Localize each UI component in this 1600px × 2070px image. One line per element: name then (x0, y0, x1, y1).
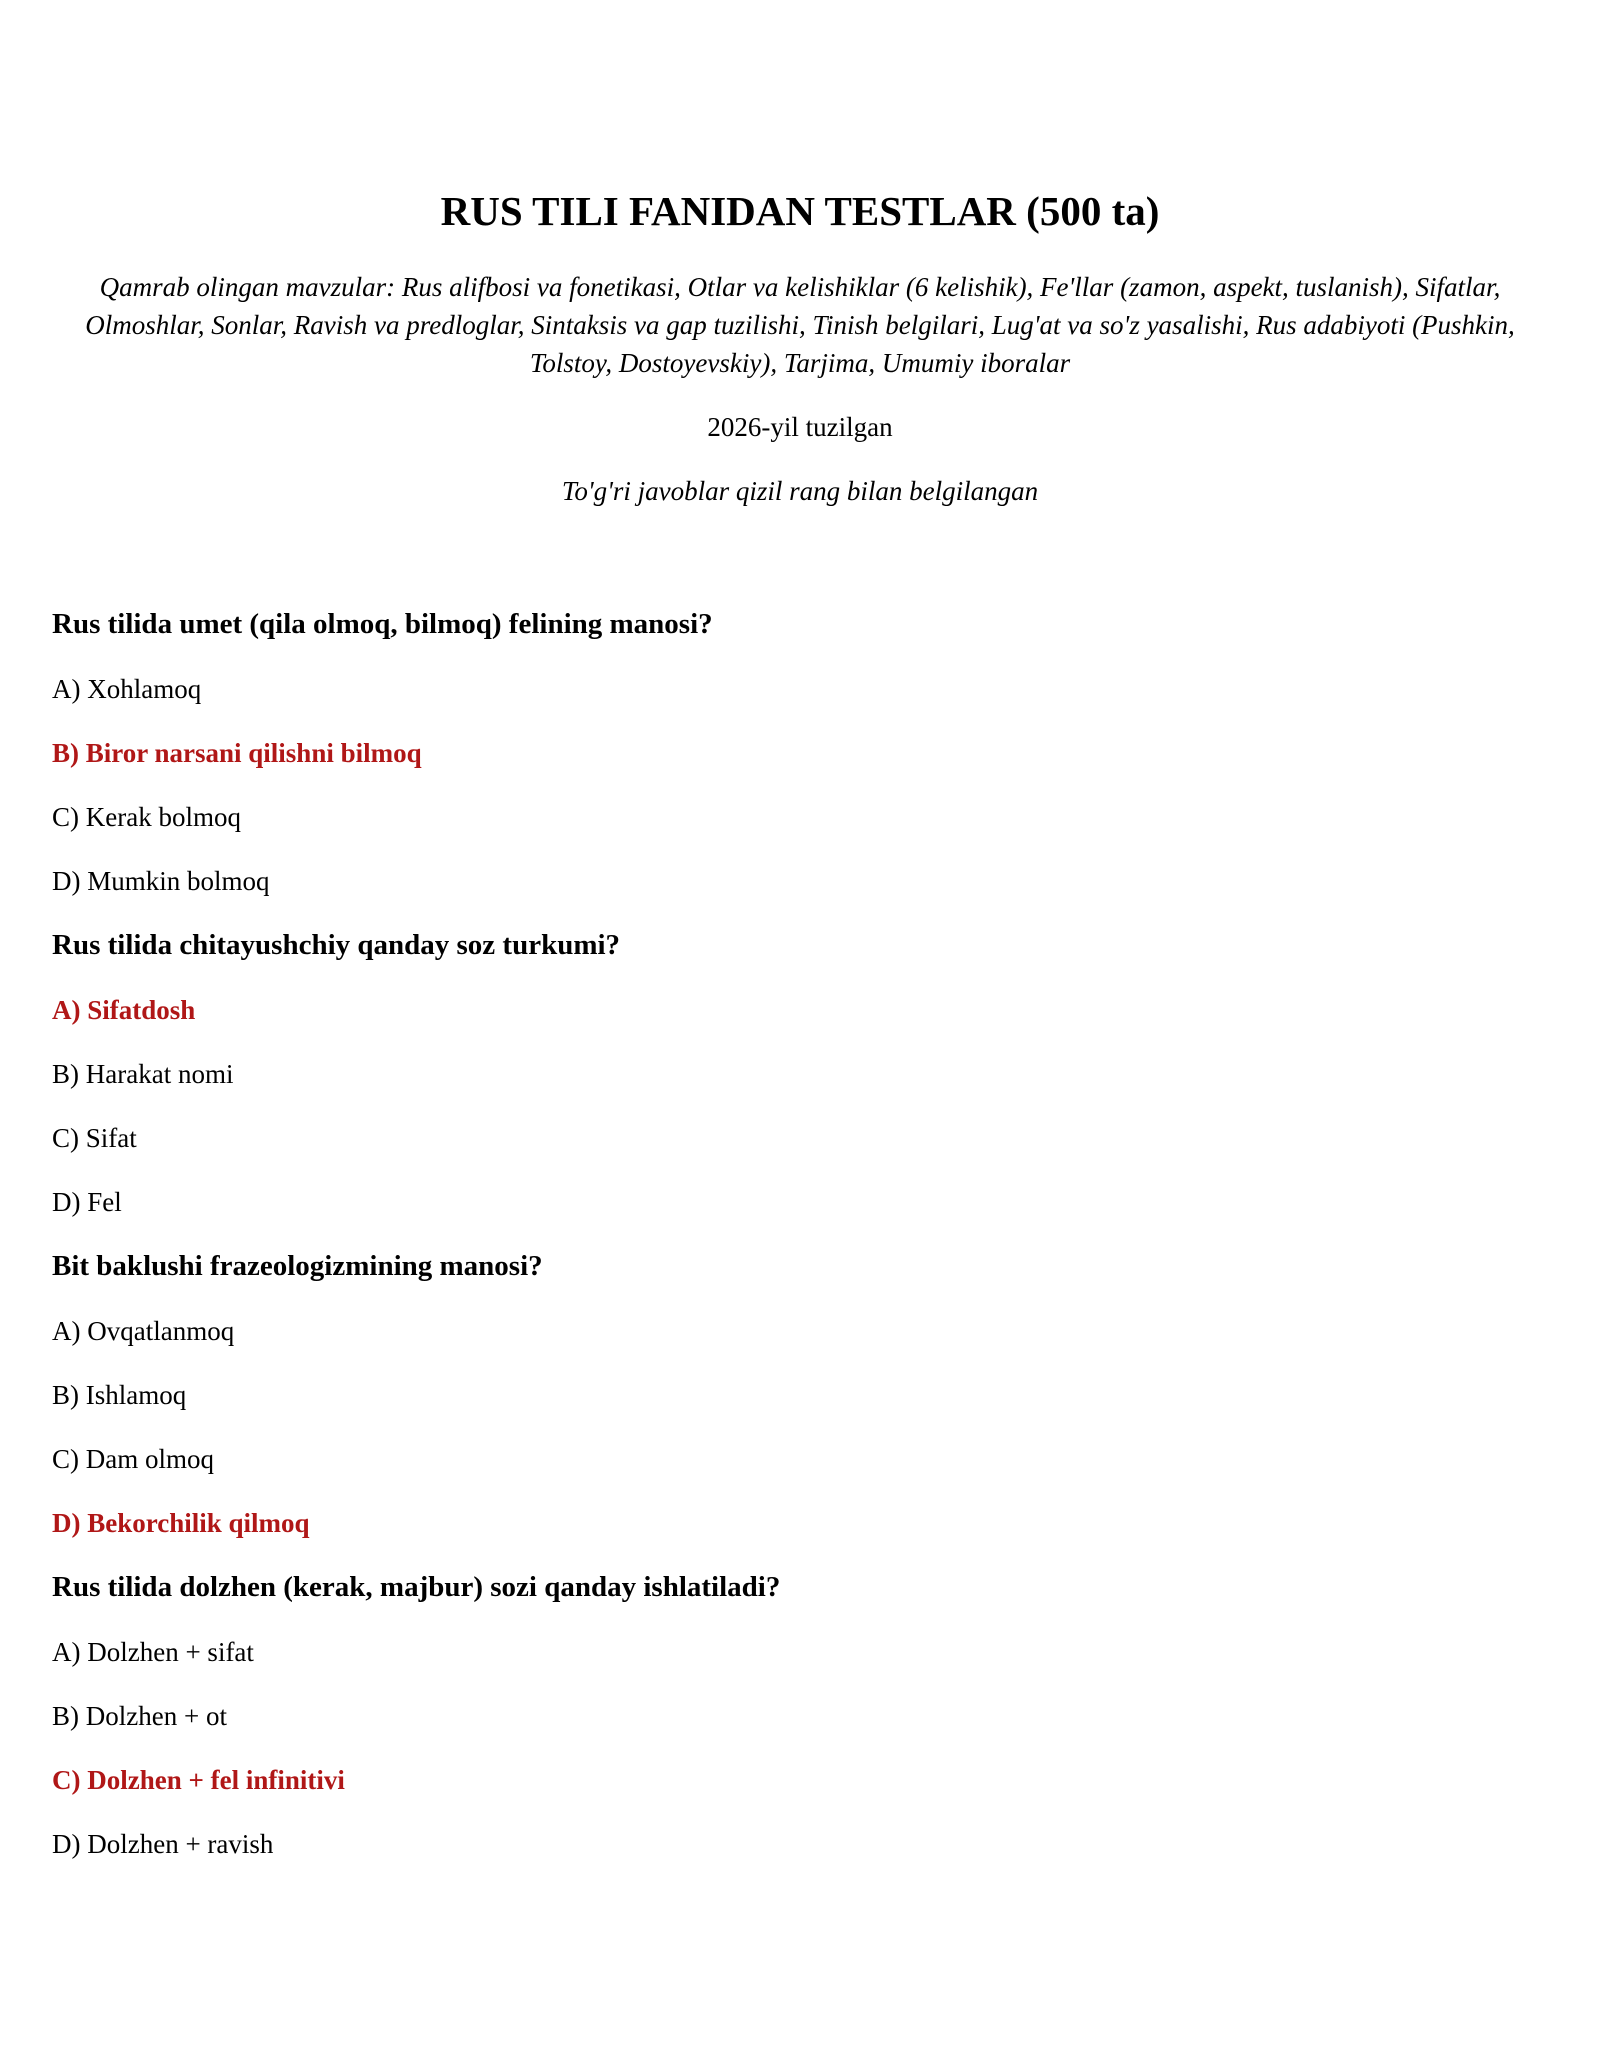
topics-description: Qamrab olingan mavzular: Rus alifbosi va fonetikasi, Otlar va kelishiklar (6 kelishik), Fe'llar (zamon, aspekt, tuslanish), Sifatlar, Olmoshlar, Sonlar, Ravish va predloglar, Sintaksis va gap tuzilishi, Tinish belgilari, Lug'at va so'z yasalishi, Rus adabiyoti (Pushkin, Tolstoy, Dostoyevskiy), Tarjima, Umumiy iboralar (85, 272, 1515, 378)
answer-option: A) Sifatdosh (52, 995, 196, 1025)
answer-option: A) Dolzhen + sifat (52, 1637, 254, 1667)
answer-option: D) Mumkin bolmoq (52, 866, 270, 896)
answer-option: B) Biror narsani qilishni bilmoq (52, 738, 422, 768)
question-block (52, 925, 1552, 1222)
answer-option: C) Dolzhen + fel infinitivi (52, 1765, 345, 1795)
answer-option: D) Dolzhen + ravish (52, 1829, 274, 1859)
year-line: 2026-yil tuzilgan (707, 412, 893, 442)
document-title: RUS TILI FANIDAN TESTLAR (500 ta) (440, 188, 1160, 234)
answer-option: D) Fel (52, 1187, 122, 1217)
question-text: Rus tilida dolzhen (kerak, majbur) sozi qanday ishlatiladi? (52, 1571, 781, 1603)
question-text: Bit baklushi frazeologizmining manosi? (52, 1250, 543, 1282)
answer-option: B) Dolzhen + ot (52, 1701, 227, 1731)
answer-option: B) Harakat nomi (52, 1059, 234, 1089)
question-text: Rus tilida umet (qila olmoq, bilmoq) felining manosi? (52, 608, 713, 640)
legend-note: To'g'ri javoblar qizil rang bilan belgilangan (561, 476, 1039, 506)
question-block (52, 604, 1552, 901)
answer-option: B) Ishlamoq (52, 1380, 187, 1410)
answer-option: A) Ovqatlanmoq (52, 1316, 235, 1346)
question-block (52, 1246, 1552, 1543)
answer-option: C) Sifat (52, 1123, 137, 1153)
answer-option: D) Bekorchilik qilmoq (52, 1508, 310, 1538)
question-text: Rus tilida chitayushchiy qanday soz turkumi? (52, 929, 621, 961)
answer-option: C) Dam olmoq (52, 1444, 214, 1474)
question-block (52, 1567, 1552, 1864)
question-list (52, 604, 1552, 1888)
answer-option: C) Kerak bolmoq (52, 802, 241, 832)
answer-option: A) Xohlamoq (52, 674, 202, 704)
